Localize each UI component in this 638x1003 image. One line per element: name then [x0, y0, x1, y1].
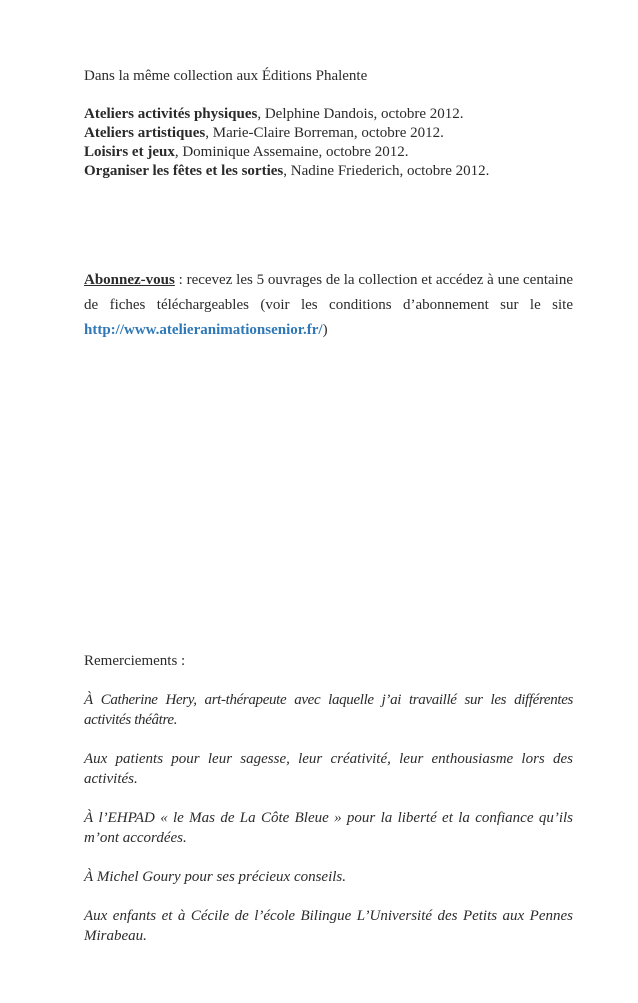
thanks-item: À l’EHPAD « le Mas de La Côte Bleue » pour la liberté et la confiance qu’ils m’ont accordées.	[84, 810, 573, 846]
book-title: Ateliers activités physiques	[84, 106, 258, 122]
collection-heading: Dans la même collection aux Éditions Phalente	[84, 68, 368, 84]
book-entry	[84, 124, 573, 143]
collection-list	[84, 105, 573, 181]
subscribe-close: )	[322, 322, 328, 338]
subscribe-section	[84, 268, 573, 343]
subscribe-text: : recevez les 5 ouvrages de la collection et accédez à une centaine de fiches téléchargeables (voir les conditions d’abonnement sur le site	[84, 272, 573, 313]
subscribe-lead: Abonnez-vous	[84, 272, 175, 288]
book-title: Organiser les fêtes et les sorties	[84, 163, 284, 179]
book-details: , Nadine Friederich, octobre 2012.	[283, 163, 490, 179]
book-entry	[84, 105, 573, 124]
collection-heading-block	[84, 67, 573, 86]
thanks-item: À Michel Goury pour ses précieux conseils.	[84, 869, 347, 885]
book-entry	[84, 143, 573, 162]
book-entry	[84, 162, 573, 181]
book-title: Loisirs et jeux	[84, 144, 175, 160]
thanks-item: À Catherine Hery, art-thérapeute avec laquelle j’ai travaillé sur les différentes activités théâtre.	[84, 692, 573, 728]
thanks-list	[84, 690, 573, 946]
subscribe-link[interactable]: http://www.atelieranimationsenior.fr/	[84, 322, 323, 338]
thanks-item: Aux patients pour leur sagesse, leur créativité, leur enthousiasme lors des activités.	[84, 751, 573, 787]
thanks-item: Aux enfants et à Cécile de l’école Bilingue L’Université des Petits aux Pennes Mirabeau.	[84, 908, 573, 944]
thanks-heading: Remerciements :	[84, 653, 186, 669]
subscribe-paragraph	[84, 268, 573, 343]
book-details: , Delphine Dandois, octobre 2012.	[257, 106, 464, 122]
thanks-heading-block	[84, 652, 573, 671]
book-title: Ateliers artistiques	[84, 125, 206, 141]
book-details: , Marie-Claire Borreman, octobre 2012.	[205, 125, 444, 141]
book-details: , Dominique Assemaine, octobre 2012.	[174, 144, 409, 160]
